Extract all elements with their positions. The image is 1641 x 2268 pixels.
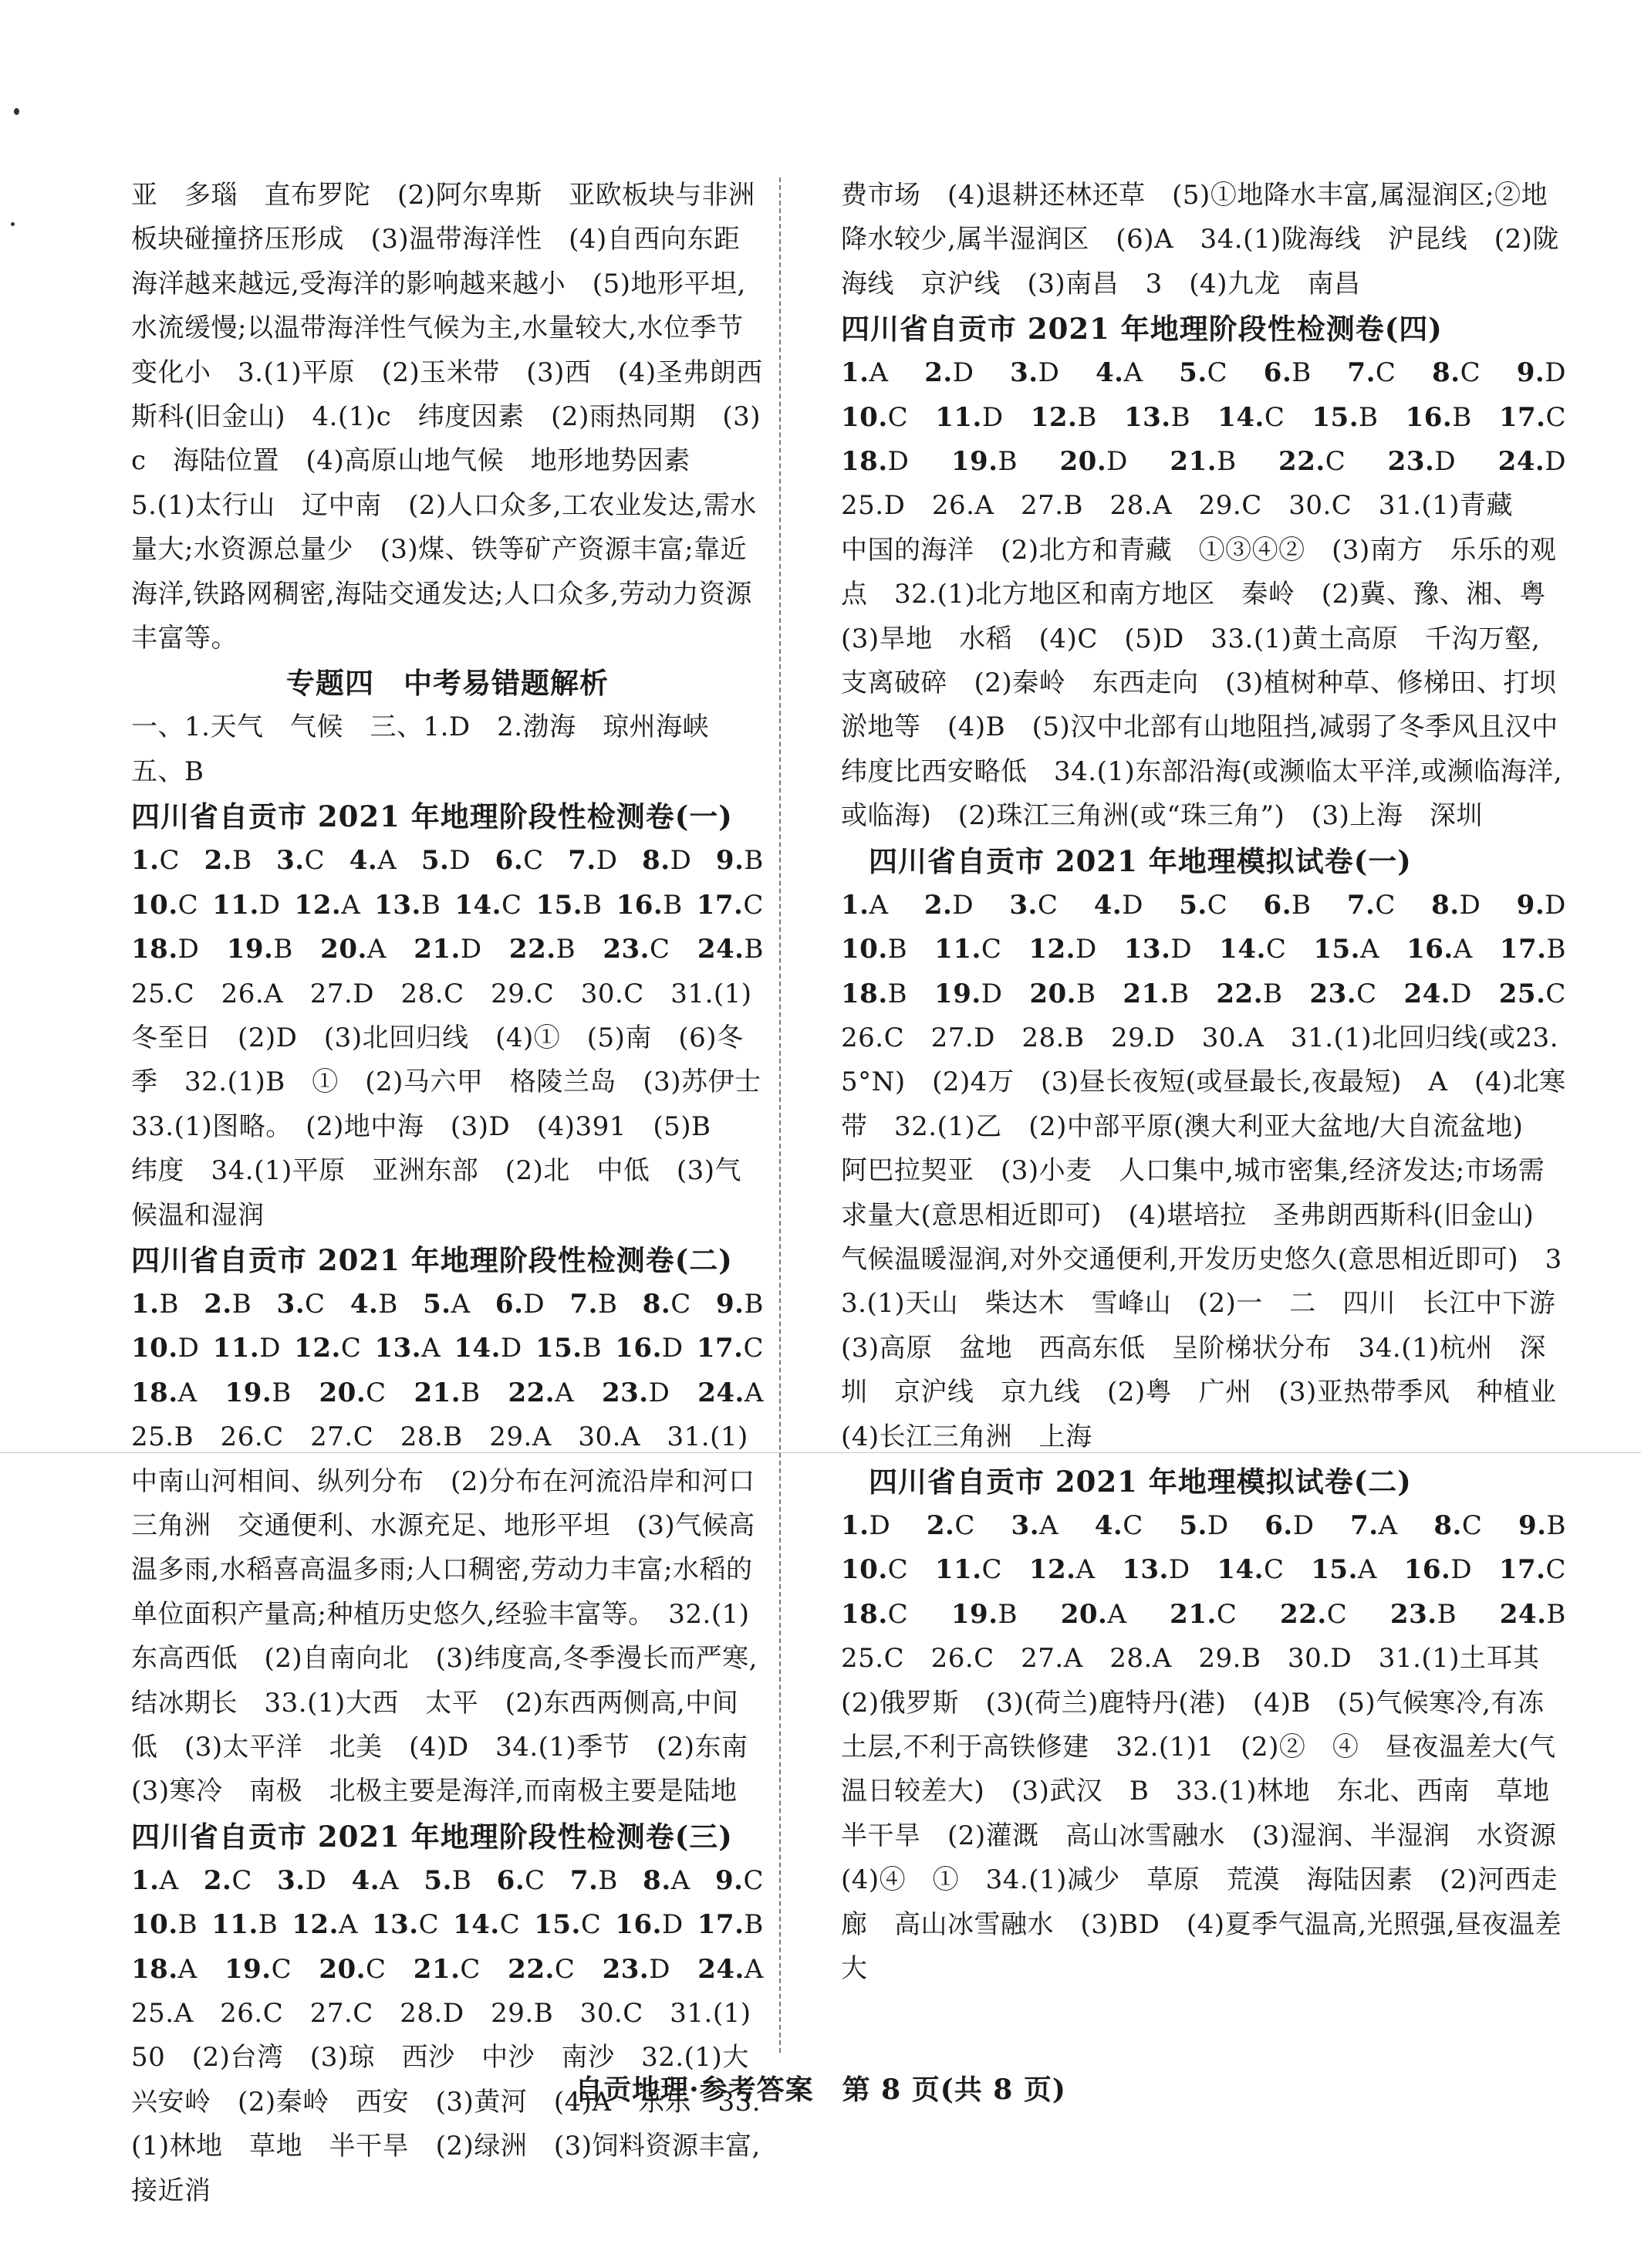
section-title: 四川省自贡市 2021 年地理阶段性检测卷(二) xyxy=(131,1242,733,1277)
choice-answer-item: 11.C xyxy=(934,1554,1003,1586)
choice-answer-item: 16.D xyxy=(615,1333,684,1364)
choice-answer-item: 7.B xyxy=(569,1288,618,1320)
right-column xyxy=(841,174,1583,1991)
choice-answer-item: 20.A xyxy=(1060,1598,1127,1630)
choice-answer-item: 20.C xyxy=(319,1377,387,1408)
choice-answer-item: 14.C xyxy=(1217,1554,1285,1586)
choice-answer-item: 8.C xyxy=(1433,1509,1483,1541)
choice-answer-item: 17.B xyxy=(697,1909,764,1941)
choice-answer-item: 18.C xyxy=(841,1598,909,1630)
choice-answer-item: 19.C xyxy=(224,1953,292,1985)
choice-answer-item: 7.C xyxy=(1347,357,1396,389)
choice-answer-item: 21.C xyxy=(1170,1598,1238,1630)
choice-answer-item: 21.B xyxy=(1170,446,1237,478)
choice-answer-item: 12.A xyxy=(294,889,361,921)
choice-answers xyxy=(131,884,764,928)
choice-answer-item: 14.C xyxy=(454,889,522,921)
choice-answer-item: 19.B xyxy=(225,1377,292,1408)
choice-answer-item: 6.B xyxy=(1263,357,1312,389)
choice-answer-item: 18.D xyxy=(841,446,910,478)
page-footer: 自贡地理·参考答案 第 8 页(共 8 页) xyxy=(575,2074,1066,2106)
choice-answer-item: 17.C xyxy=(696,1333,764,1364)
choice-answer-item: 14.C xyxy=(1219,934,1287,965)
choice-answer-item: 1.A xyxy=(841,357,889,389)
choice-answer-item: 7.D xyxy=(568,845,618,877)
choice-answer-item: 22.C xyxy=(1278,446,1346,478)
choice-answer-item: 4.A xyxy=(351,1864,400,1896)
choice-answer-item: 24.B xyxy=(1499,1598,1566,1630)
answer-paragraph: 25.D 26.A 27.B 28.A 29.C 30.C 31.(1)青藏 中国的海洋 (2)北方和青藏 ①③④② (3)南方 乐乐的观点 32.(1)北方地区和南方地区 秦岭 (2)冀、豫、湘、粤 (3)旱地 水稻 (4)C (5)D 33.(1)黄土高原 千沟万壑,支离破碎 (2)秦岭 东西走向 (3)植树种草、修梯田、打坝淤地等 (4)B (5)汉中北部有山地阻挡,减弱了冬季风且汉中纬度比西安略低 34.(1)东部沿海(或濒临太平洋,或濒临海洋,或临海) (2)珠江三角洲(或“珠三角”) (3)上海 深圳 xyxy=(841,490,1573,832)
choice-answer-item: 2.D xyxy=(923,889,974,921)
choice-answer-item: 1.B xyxy=(131,1288,179,1320)
choice-answer-item: 20.C xyxy=(319,1953,387,1985)
choice-answers xyxy=(131,928,764,972)
choice-answer-item: 4.D xyxy=(1093,889,1143,921)
answer-paragraph: 亚 多瑙 直布罗陀 (2)阿尔卑斯 亚欧板块与非洲板块碰撞挤压形成 (3)温带海洋性 (4)自西向东距海洋越来越远,受海洋的影响越来越小 (5)地形平坦,水流缓慢;以温带海洋性气候为主,水量较大,水位季节变化小 3.(1)平原 (2)玉米带 (3)西 (4)圣弗朗西斯科(旧金山) 4.(1)c 纬度因素 (2)雨热同期 (3)c 海陆位置 (4)高原山地气候 地形地势因素 xyxy=(131,180,763,477)
choice-answer-item: 16.D xyxy=(615,1909,684,1941)
choice-answer-item: 22.B xyxy=(1216,978,1283,1009)
choice-answer-item: 16.B xyxy=(1405,401,1472,433)
section-title: 四川省自贡市 2021 年地理阶段性检测卷(三) xyxy=(131,1819,733,1854)
choice-answers xyxy=(841,351,1566,395)
choice-answer-item: 16.B xyxy=(616,889,683,921)
choice-answer-item: 22.C xyxy=(508,1953,576,1985)
choice-answers xyxy=(841,440,1566,484)
choice-answer-item: 24.A xyxy=(697,1953,764,1985)
scan-fold-line xyxy=(0,1452,1641,1453)
choice-answer-item: 13.B xyxy=(374,889,441,921)
choice-answer-item: 5.C xyxy=(1179,889,1228,921)
choice-answer-item: 3.D xyxy=(1010,357,1060,389)
choice-answer-item: 15.B xyxy=(535,889,603,921)
choice-answer-item: 14.D xyxy=(454,1333,522,1364)
choice-answer-item: 2.B xyxy=(204,1288,252,1320)
choice-answers xyxy=(841,884,1566,928)
choice-answer-item: 13.B xyxy=(1123,401,1191,433)
choice-answer-item: 10.C xyxy=(131,889,199,921)
choice-answers xyxy=(131,1948,764,1992)
choice-answer-item: 9.D xyxy=(1516,357,1566,389)
choice-answer-item: 13.A xyxy=(374,1333,441,1364)
choice-answer-item: 18.D xyxy=(131,934,200,965)
choice-answers xyxy=(841,1593,1566,1637)
answer-paragraph: 25.C 26.C 27.A 28.A 29.B 30.D 31.(1)土耳其 (2)俄罗斯 (3)(荷兰)鹿特丹(港) (4)B (5)气候寒冷,有冻土层,不利于高铁修建 32.(1)1 (2)② ④ 昼夜温差大(气温日较差大) (3)武汉 B 33.(1)林地 东北、西南 草地 半干旱 (2)灌溉 高山冰雪融水 (3)湿润、半湿润 水资源 (4)④ ① 34.(1)减少 草原 荒漠 海陆因素 (2)河西走廊 高山冰雪融水 (3)BD (4)夏季气温高,光照强,昼夜温差大 xyxy=(841,1643,1583,1985)
choice-answer-item: 6.C xyxy=(496,1864,545,1896)
section-title: 四川省自贡市 2021 年地理模拟试卷(一) xyxy=(869,843,1412,878)
choice-answers xyxy=(131,1371,764,1415)
choice-answer-item: 14.C xyxy=(453,1909,521,1941)
choice-answer-item: 12.A xyxy=(292,1909,358,1941)
choice-answer-item: 5.D xyxy=(1179,1509,1229,1541)
choice-answer-item: 7.C xyxy=(1346,889,1396,921)
choice-answer-item: 20.B xyxy=(1029,978,1096,1009)
choice-answer-item: 12.C xyxy=(294,1333,362,1364)
choice-answer-item: 18.B xyxy=(841,978,908,1009)
choice-answers xyxy=(131,839,764,883)
choice-answer-item: 5.B xyxy=(424,1864,472,1896)
choice-answer-item: 23.B xyxy=(1389,1598,1457,1630)
choice-answer-item: 8.D xyxy=(642,845,692,877)
choice-answer-item: 1.D xyxy=(841,1509,891,1541)
choice-answer-item: 12.D xyxy=(1028,934,1097,965)
choice-answer-item: 19.B xyxy=(226,934,293,965)
choice-answer-item: 9.B xyxy=(715,845,764,877)
choice-answer-item: 24.D xyxy=(1497,446,1566,478)
choice-answer-item: 3.C xyxy=(276,845,326,877)
choice-answer-item: 9.B xyxy=(1518,1509,1566,1541)
choice-answer-item: 20.A xyxy=(320,934,387,965)
choice-answer-item: 2.C xyxy=(203,1864,252,1896)
choice-answer-item: 6.B xyxy=(1263,889,1312,921)
choice-answer-item: 17.C xyxy=(696,889,764,921)
choice-answer-item: 10.C xyxy=(841,401,909,433)
answer-paragraph: 25.A 26.C 27.C 28.D 29.B 30.C 31.(1)50 (2)台湾 (3)琼 西沙 中沙 南沙 32.(1)大兴安岭 (2)秦岭 西安 (3)黄河 (4)A 乐乐 33.(1)林地 草地 半干旱 (2)绿洲 (3)饲料资源丰富,接近消 xyxy=(131,1998,761,2206)
choice-answer-item: 19.B xyxy=(950,446,1018,478)
choice-answer-item: 13.C xyxy=(371,1909,440,1941)
choice-answers xyxy=(841,928,1566,972)
choice-answer-item: 8.C xyxy=(1432,357,1481,389)
choice-answer-item: 4.A xyxy=(349,845,397,877)
choice-answer-item: 4.B xyxy=(349,1288,398,1320)
choice-answers xyxy=(131,1327,764,1371)
scan-speck xyxy=(14,108,19,115)
choice-answer-item: 1.A xyxy=(841,889,889,921)
choice-answer-item: 11.C xyxy=(934,934,1002,965)
choice-answer-item: 6.D xyxy=(495,1288,545,1320)
choice-answer-item: 4.C xyxy=(1094,1509,1143,1541)
section-title: 四川省自贡市 2021 年地理模拟试卷(二) xyxy=(869,1464,1412,1499)
choice-answer-item: 17.B xyxy=(1499,934,1566,965)
choice-answer-item: 21.D xyxy=(414,934,482,965)
choice-answer-item: 6.D xyxy=(1265,1509,1315,1541)
choice-answer-item: 18.A xyxy=(131,1377,198,1408)
answer-paragraph: 5.(1)太行山 辽中南 (2)人口众多,工农业发达,需水量大;水资源总量少 (3)煤、铁等矿产资源丰富;靠近海洋,铁路网稠密,海陆交通发达;人口众多,劳动力资源丰富等。 xyxy=(131,489,757,654)
choice-answer-item: 11.D xyxy=(212,889,281,921)
answer-paragraph: 一、1.天气 气候 三、1.D 2.渤海 琼州海峡 五、B xyxy=(131,711,736,787)
choice-answer-item: 11.B xyxy=(211,1909,279,1941)
section-title: 专题四 中考易错题解析 xyxy=(286,666,609,701)
answer-paragraph: 26.C 27.D 28.B 29.D 30.A 31.(1)北回归线(或23.5°N) (2)4万 (3)昼长夜短(或昼最长,夜最短) A (4)北寒带 32.(1)乙 (2)中部平原(澳大利亚大盆地/大自流盆地) 阿巴拉契亚 (3)小麦 人口集中,城市密集,经济发达;市场需求量大(意思相近即可) (4)堪培拉 圣弗朗西斯科(旧金山) 气候温暖湿润,对外交通便利,开发历史悠久(意思相近即可) 33.(1)天山 柴达木 雪峰山 (2)一 二 四川 长江中下游 (3)高原 盆地 西高东低 呈阶梯状分布 34.(1)杭州 深圳 京沪线 京九线 (2)粤 广州 (3)亚热带季风 种植业 (4)长江三角洲 上海 xyxy=(841,1022,1583,1452)
choice-answer-item: 15.A xyxy=(1311,1554,1377,1586)
choice-answer-item: 11.D xyxy=(212,1333,281,1364)
column-divider xyxy=(779,177,781,2053)
choice-answer-item: 12.B xyxy=(1030,401,1097,433)
choice-answer-item: 11.D xyxy=(935,401,1004,433)
choice-answer-item: 15.B xyxy=(1312,401,1379,433)
choice-answer-item: 5.A xyxy=(423,1288,471,1320)
scan-speck xyxy=(11,222,15,226)
choice-answer-item: 9.D xyxy=(1516,889,1566,921)
choice-answer-item: 17.C xyxy=(1498,401,1566,433)
choice-answers xyxy=(841,972,1566,1016)
choice-answer-item: 15.A xyxy=(1313,934,1380,965)
choice-answers xyxy=(841,1504,1566,1548)
choice-answer-item: 23.D xyxy=(1387,446,1457,478)
choice-answer-item: 4.A xyxy=(1095,357,1143,389)
choice-answers xyxy=(841,1548,1566,1592)
choice-answer-item: 8.D xyxy=(1431,889,1481,921)
answer-paragraph: 25.B 26.C 27.C 28.B 29.A 30.A 31.(1)中南山河相间、纵列分布 (2)分布在河流沿岸和河口三角洲 交通便利、水源充足、地形平坦 (3)气候高温多雨,水稻喜高温多雨;人口稠密,劳动力丰富;水稻的单位面积产量高;种植历史悠久,经验丰富等。 32.(1)东高西低 (2)自南向北 (3)纬度高,冬季漫长而严寒,结冰期长 33.(1)大西 太平 (2)东西两侧高,中间低 (3)太平洋 北美 (4)D 34.(1)季节 (2)东南 (3)寒冷 南极 北极主要是海洋,而南极主要是陆地 xyxy=(131,1421,775,1807)
section-title: 四川省自贡市 2021 年地理阶段性检测卷(四) xyxy=(841,312,1443,346)
choice-answer-item: 13.D xyxy=(1122,1554,1190,1586)
choice-answers xyxy=(131,1903,764,1947)
choice-answer-item: 23.D xyxy=(601,1377,670,1408)
choice-answer-item: 10.B xyxy=(841,934,908,965)
choice-answer-item: 13.D xyxy=(1123,934,1193,965)
choice-answer-item: 22.B xyxy=(508,934,576,965)
choice-answer-item: 15.B xyxy=(535,1333,603,1364)
choice-answer-item: 8.C xyxy=(642,1288,691,1320)
choice-answer-item: 21.C xyxy=(413,1953,481,1985)
choice-answer-item: 5.D xyxy=(420,845,471,877)
choice-answer-item: 17.C xyxy=(1498,1554,1566,1586)
section-title: 四川省自贡市 2021 年地理阶段性检测卷(一) xyxy=(131,799,733,834)
answer-paragraph: 25.C 26.A 27.D 28.C 29.C 30.C 31.(1)冬至日 (2)D (3)北回归线 (4)① (5)南 (6)冬季 32.(1)B ① (2)马六甲 格陵兰岛 (3)苏伊士 33.(1)图略。 (2)地中海 (3)D (4)391 (5)B 纬度 34.(1)平原 亚洲东部 (2)北 中低 (3)气候温和湿润 xyxy=(131,978,788,1231)
choice-answer-item: 23.C xyxy=(1309,978,1377,1009)
choice-answer-item: 3.C xyxy=(276,1288,326,1320)
choice-answer-item: 10.B xyxy=(131,1909,198,1941)
choice-answer-item: 2.C xyxy=(926,1509,975,1541)
choice-answer-item: 6.C xyxy=(495,845,544,877)
choice-answer-item: 24.A xyxy=(697,1377,764,1408)
left-column xyxy=(131,174,788,2213)
choice-answer-item: 10.C xyxy=(841,1554,909,1586)
choice-answer-item: 8.A xyxy=(643,1864,691,1896)
choice-answer-item: 1.C xyxy=(131,845,181,877)
choice-answer-item: 19.B xyxy=(950,1598,1018,1630)
choice-answer-item: 3.A xyxy=(1011,1509,1059,1541)
choice-answer-item: 3.C xyxy=(1009,889,1059,921)
choice-answers xyxy=(131,1859,764,1903)
choice-answer-item: 7.B xyxy=(569,1864,618,1896)
choice-answer-item: 2.D xyxy=(924,357,974,389)
choice-answer-item: 10.D xyxy=(131,1333,200,1364)
choice-answer-item: 23.C xyxy=(603,934,670,965)
choice-answer-item: 9.C xyxy=(714,1864,764,1896)
choice-answer-item: 3.D xyxy=(277,1864,327,1896)
choice-answer-item: 22.C xyxy=(1280,1598,1348,1630)
choice-answer-item: 7.A xyxy=(1350,1509,1398,1541)
answer-paragraph: 费市场 (4)退耕还林还草 (5)①地降水丰富,属湿润区;②地降水较少,属半湿润区 (6)A 34.(1)陇海线 沪昆线 (2)陇海线 京沪线 (3)南昌 3 (4)九龙 南昌 xyxy=(841,180,1559,299)
choice-answer-item: 24.D xyxy=(1403,978,1472,1009)
choice-answer-item: 18.A xyxy=(131,1953,198,1985)
choice-answer-item: 24.B xyxy=(697,934,764,965)
choice-answer-item: 2.B xyxy=(204,845,252,877)
choice-answer-item: 20.D xyxy=(1059,446,1128,478)
choice-answer-item: 21.B xyxy=(414,1377,481,1408)
choice-answer-item: 14.C xyxy=(1217,401,1285,433)
choice-answer-item: 9.B xyxy=(715,1288,764,1320)
choice-answers xyxy=(841,396,1566,440)
choice-answer-item: 22.A xyxy=(508,1377,575,1408)
choice-answers xyxy=(131,1283,764,1327)
choice-answer-item: 19.D xyxy=(934,978,1003,1009)
choice-answer-item: 25.C xyxy=(1498,978,1566,1009)
choice-answer-item: 12.A xyxy=(1028,1554,1096,1586)
choice-answer-item: 15.C xyxy=(534,1909,602,1941)
choice-answer-item: 23.D xyxy=(602,1953,670,1985)
choice-answer-item: 16.D xyxy=(1403,1554,1473,1586)
choice-answer-item: 16.A xyxy=(1406,934,1473,965)
choice-answer-item: 5.C xyxy=(1179,357,1228,389)
choice-answer-item: 1.A xyxy=(131,1864,179,1896)
choice-answer-item: 21.B xyxy=(1123,978,1190,1009)
